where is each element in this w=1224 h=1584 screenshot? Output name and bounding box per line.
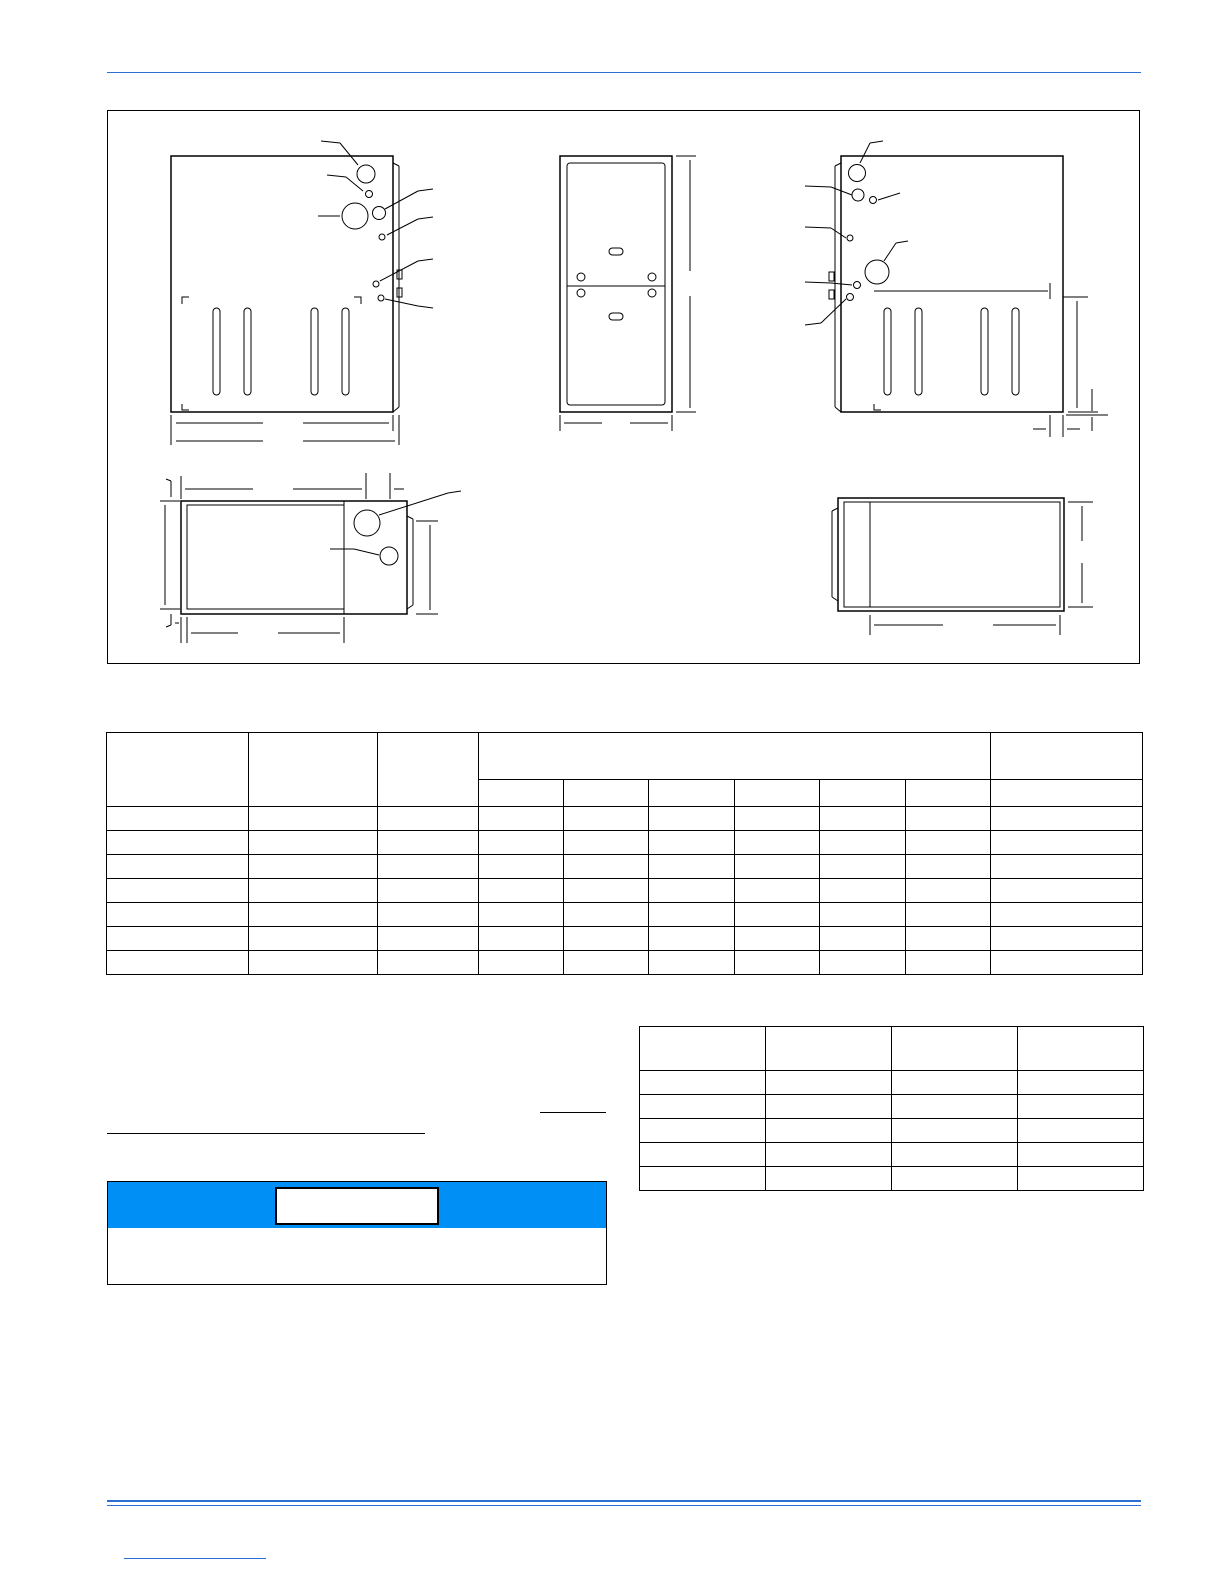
table-header-cell [649, 780, 735, 807]
table-header-cell [820, 780, 906, 807]
table-header-cell [249, 733, 378, 807]
table-row [640, 1095, 1144, 1119]
table-row [640, 1071, 1144, 1095]
table-header-cell [991, 780, 1143, 807]
dimension-drawing [107, 110, 1140, 664]
footer-rule [107, 1500, 1141, 1502]
table-row [107, 831, 1143, 855]
table-row [107, 927, 1143, 951]
table-header-row [107, 733, 1143, 780]
footer-rule-thin [107, 1505, 1141, 1506]
table-header-cell [735, 780, 820, 807]
table-row [640, 1167, 1144, 1191]
table-header-cell [479, 733, 991, 780]
front-view [560, 156, 696, 431]
table-row [107, 879, 1143, 903]
table-header-cell [766, 1027, 892, 1071]
table-row [640, 1143, 1144, 1167]
underlined-text-segment [540, 1112, 606, 1113]
weights-table [639, 1026, 1144, 1191]
table-header-row [640, 1027, 1144, 1071]
underlined-text-segment [107, 1133, 425, 1134]
table-header-cell [1018, 1027, 1144, 1071]
table-row [107, 903, 1143, 927]
table-header-cell [640, 1027, 766, 1071]
table-row [107, 855, 1143, 879]
right-side-view [805, 141, 1108, 437]
table-row [107, 807, 1143, 831]
table-header-cell [107, 733, 249, 807]
top-view [160, 473, 461, 643]
table-row [640, 1119, 1144, 1143]
left-side-view [108, 111, 433, 445]
table-header-cell [991, 733, 1143, 780]
table-header-cell [479, 780, 564, 807]
dimensions-table [106, 732, 1143, 975]
table-header-cell [906, 780, 991, 807]
notice-box [107, 1181, 607, 1285]
table-header-cell [378, 733, 479, 807]
notice-header-band [108, 1182, 606, 1228]
table-header-cell [892, 1027, 1018, 1071]
table-row [107, 951, 1143, 975]
table-header-cell [564, 780, 649, 807]
footer-link-underline[interactable] [124, 1558, 266, 1559]
notice-label [275, 1187, 439, 1225]
header-rule [107, 72, 1141, 73]
bottom-view [832, 498, 1093, 635]
